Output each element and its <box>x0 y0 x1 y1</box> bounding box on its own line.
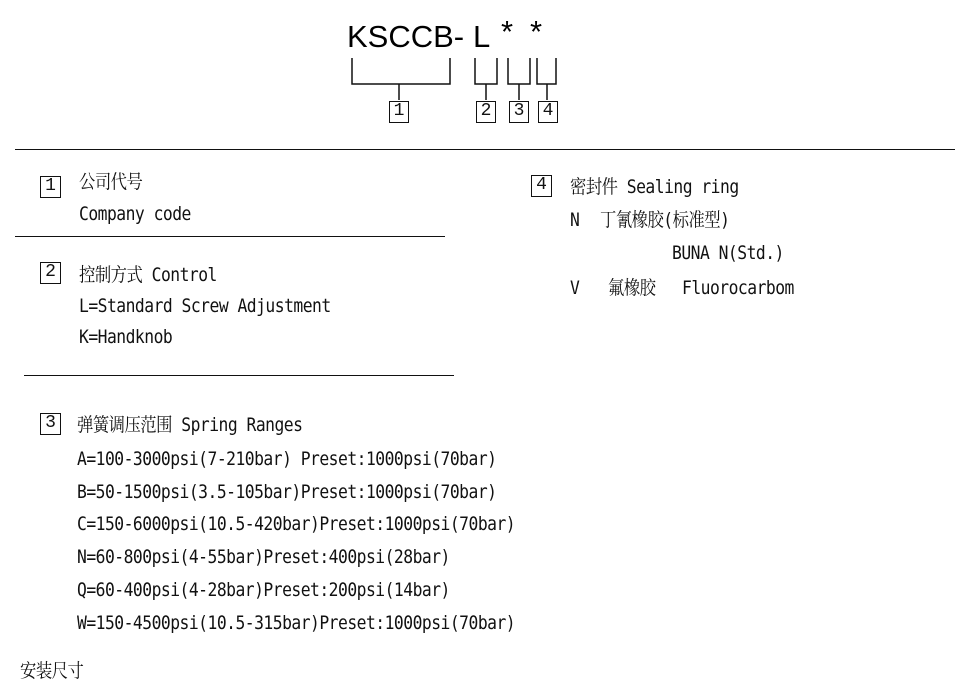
sec4-n-cn: 丁氰橡胶(标准型) <box>600 209 730 231</box>
sec1-title-en: Company code <box>79 203 191 225</box>
sec3-line-4: N=60-800psi(4-55bar)Preset:400psi(28bar) <box>77 546 450 568</box>
sec4-v-en: Fluorocarbom <box>682 277 794 299</box>
divider-sec2 <box>24 375 454 376</box>
sec3-line-2: B=50-1500psi(3.5-105bar)Preset:1000psi(70bar) <box>77 481 497 503</box>
model-code-spring-placeholder: * <box>501 14 514 49</box>
sec4-n-code: N <box>570 209 580 231</box>
bracket-3 <box>508 58 530 84</box>
sec3-title: 弹簧调压范围 Spring Ranges <box>77 414 303 436</box>
sec3-line-1: A=100-3000psi(7-210bar) Preset:1000psi(70bar) <box>77 448 497 470</box>
sec2-line-1: L=Standard Screw Adjustment <box>79 295 331 317</box>
sec4-v-code: V <box>570 277 580 299</box>
sec3-line-6: W=150-4500psi(10.5-315bar)Preset:1000psi(70bar) <box>77 612 516 634</box>
sec2-line-2: K=Handknob <box>79 326 173 348</box>
model-code-seal-placeholder: * <box>530 14 543 49</box>
sec2-number-box: 2 <box>40 262 61 284</box>
sec4-number-box: 4 <box>531 175 552 197</box>
sec1-number-box: 1 <box>40 176 61 198</box>
sec4-v-cn: 氟橡胶 <box>608 277 656 299</box>
sec4-n-en: BUNA N(Std.) <box>672 242 784 264</box>
index-box-2: 2 <box>476 101 496 123</box>
sec1-title-cn: 公司代号 <box>79 171 143 193</box>
bracket-1 <box>352 58 450 84</box>
model-code-base: KSCCB- <box>347 19 465 54</box>
bracket-2 <box>475 58 497 84</box>
model-code-control-letter: L <box>473 19 491 54</box>
footer-heading-partial: 安装尺寸 <box>20 660 84 682</box>
divider-top <box>15 149 955 150</box>
sec3-line-5: Q=60-400psi(4-28bar)Preset:200psi(14bar) <box>77 579 450 601</box>
sec2-title: 控制方式 Control <box>79 264 217 286</box>
sec3-number-box: 3 <box>40 413 61 435</box>
divider-sec1 <box>15 236 445 237</box>
bracket-4 <box>537 58 556 84</box>
index-box-3: 3 <box>509 101 529 123</box>
index-box-1: 1 <box>389 101 409 123</box>
sec3-line-3: C=150-6000psi(10.5-420bar)Preset:1000psi(70bar) <box>77 513 516 535</box>
index-box-4: 4 <box>538 101 558 123</box>
sec4-title: 密封件 Sealing ring <box>570 176 739 198</box>
